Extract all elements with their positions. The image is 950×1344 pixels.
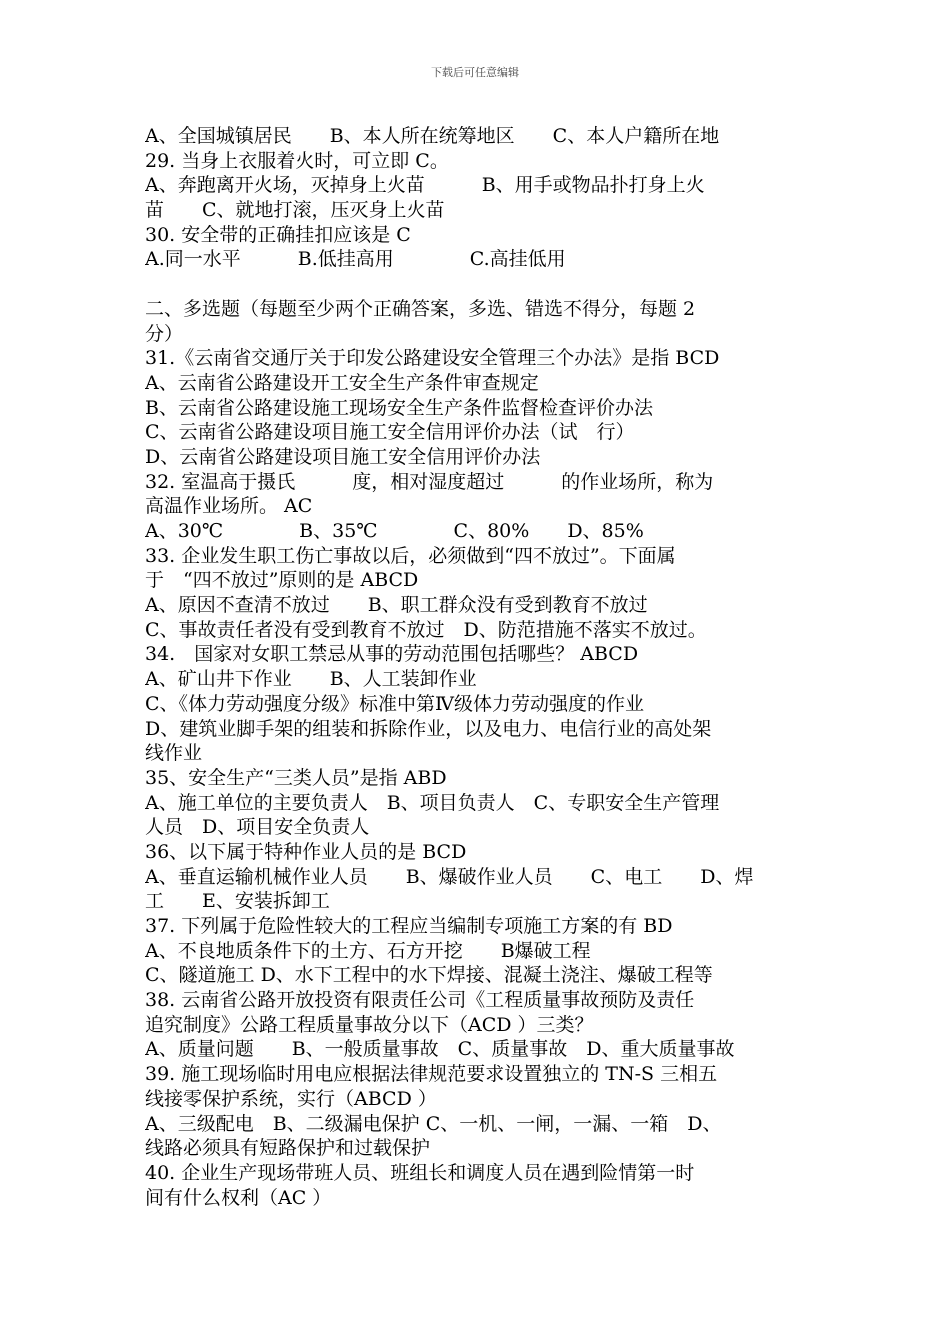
text-line: D、建筑业脚手架的组装和拆除作业，以及电力、电信行业的高处架 [145, 717, 712, 740]
text-line: 线路必须具有短路保护和过载保护 [145, 1137, 431, 1160]
text-line: C、云南省公路建设项目施工安全信用评价办法（试 行） [145, 421, 635, 444]
question-31: 31.《云南省交通厅关于印发公路建设安全管理三个办法》是指 BCD [145, 347, 720, 370]
question-33: 33. 企业发生职工伤亡事故以后，必须做到“四不放过”。下面属 [145, 544, 676, 567]
text-line: A、垂直运输机械作业人员 B、爆破作业人员 C、电工 D、焊 [145, 865, 754, 888]
text-line: 间有什么权利（AC ） [145, 1186, 332, 1209]
text-line: A、施工单位的主要负责人 B、项目负责人 C、专职安全生产管理 [145, 791, 720, 814]
text-line: A.同一水平 B.低挂高用 C.高挂低用 [145, 248, 566, 271]
question-29: 29. 当身上衣服着火时，可立即 C。 [145, 149, 449, 172]
text-line: 苗 C、就地打滚，压灭身上火苗 [145, 199, 445, 222]
text-line: A、质量问题 B、一般质量事故 C、质量事故 D、重大质量事故 [145, 1038, 735, 1061]
text-line: A、奔跑离开火场，灭掉身上火苗 B、用手或物品扑打身上火 [145, 174, 705, 197]
question-36: 36、以下属于特种作业人员的是 BCD [145, 840, 467, 863]
text-line: C、事故责任者没有受到教育不放过 D、防范措施不落实不放过。 [145, 618, 707, 641]
text-line: C、《体力劳动强度分级》标准中第Ⅳ级体力劳动强度的作业 [145, 692, 645, 715]
section-heading-cont: 分） [145, 322, 184, 345]
section-heading: 二、多选题（每题至少两个正确答案，多选、错选不得分，每题 2 [145, 297, 696, 320]
text-line: A、矿山井下作业 B、人工装卸作业 [145, 668, 477, 691]
question-30: 30. 安全带的正确挂扣应该是 C [145, 223, 411, 246]
text-line: 追究制度》公路工程质量事故分以下（ACD ）三类？ [145, 1013, 594, 1036]
text-line: 人员 D、项目安全负责人 [145, 816, 370, 839]
question-37: 37. 下列属于危险性较大的工程应当编制专项施工方案的有 BD [145, 915, 673, 937]
text-line: A、全国城镇居民 B、本人所在统筹地区 C、本人户籍所在地 [145, 125, 720, 147]
question-38: 38. 云南省公路开放投资有限责任公司《工程质量事故预防及责任 [145, 989, 695, 1012]
question-32: 32. 室温高于摄氏 度，相对湿度超过 的作业场所，称为 [145, 470, 714, 493]
text-line: 线作业 [145, 742, 203, 765]
question-35: 35、安全生产“三类人员”是指 ABD [145, 766, 447, 789]
text-line: 线接零保护系统，实行（ABCD ） [145, 1087, 437, 1110]
text-line: A、30℃ B、35℃ C、80% D、85% [145, 520, 644, 542]
text-line: 工 E、安装拆卸工 [145, 890, 330, 913]
text-line: A、原因不查清不放过 B、职工群众没有受到教育不放过 [145, 594, 648, 617]
document-body [145, 124, 809, 1210]
text-line: B、云南省公路建设施工现场安全生产条件监督检查评价办法 [145, 396, 653, 419]
text-line: 高温作业场所。 AC [145, 495, 313, 518]
text-line: A、不良地质条件下的土方、石方开挖 B爆破工程 [145, 939, 591, 962]
text-line: A、云南省公路建设开工安全生产条件审查规定 [145, 371, 539, 394]
question-39: 39. 施工现场临时用电应根据法律规范要求设置独立的 TN-S 三相五 [145, 1063, 718, 1086]
page-header: 下载后可任意编辑 [431, 66, 519, 79]
text-line: C、隧道施工 D、水下工程中的水下焊接、混凝土浇注、爆破工程等 [145, 964, 713, 987]
text-line: A、三级配电 B、二级漏电保护 C、一机、一闸，一漏、一箱 D、 [145, 1112, 722, 1135]
blank-line [145, 272, 809, 297]
text-line: D、云南省公路建设项目施工安全信用评价办法 [145, 445, 541, 468]
question-40: 40. 企业生产现场带班人员、班组长和调度人员在遇到险情第一时 [145, 1161, 695, 1184]
question-34: 34. 国家对女职工禁忌从事的劳动范围包括哪些？ ABCD [145, 643, 639, 666]
text-line: 于 “四不放过”原则的是 ABCD [145, 569, 419, 592]
